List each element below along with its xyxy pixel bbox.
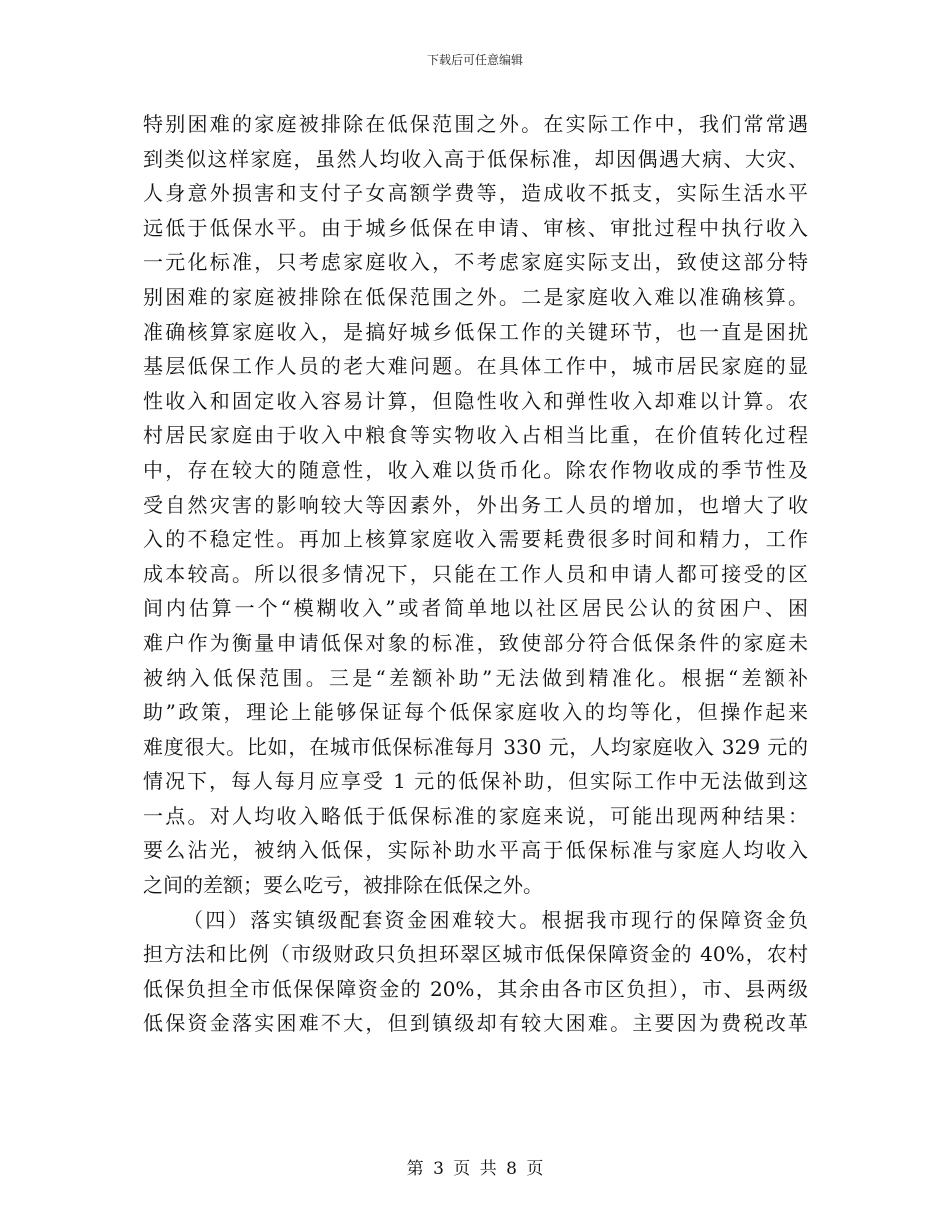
text-line: 一元化标准，只考虑家庭收入，不考虑家庭实际支出，致使这部分特: [143, 250, 808, 275]
text-line: 要么沾光，被纳入低保，实际补助水平高于低保标准与家庭人均收入: [143, 838, 808, 863]
text-line: 入的不稳定性。再加上核算家庭收入需要耗费很多时间和精力，工作: [143, 527, 808, 552]
text-line: 人身意外损害和支付子女高额学费等，造成收不抵支，实际生活水平: [143, 181, 808, 206]
text-line: 低保负担全市低保保障资金的 20%，其余由各市区负担），市、县两级: [143, 976, 808, 1001]
text-line: 被纳入低保范围。三是“差额补助”无法做到精准化。根据“差额补: [143, 665, 808, 690]
text-line: 远低于低保水平。由于城乡低保在申请、审核、审批过程中执行收入: [143, 215, 808, 240]
text-line: 成本较高。所以很多情况下，只能在工作人员和申请人都可接受的区: [143, 561, 808, 586]
text-line: 低保资金落实困难不大，但到镇级却有较大困难。主要因为费税改革: [143, 1011, 808, 1036]
text-line: 到类似这样家庭，虽然人均收入高于低保标准，却因偶遇大病、大灾、: [143, 146, 808, 171]
text-line: 准确核算家庭收入，是搞好城乡低保工作的关键环节，也一直是困扰: [143, 319, 808, 344]
text-line: 中，存在较大的随意性，收入难以货币化。除农作物收成的季节性及: [143, 457, 808, 482]
text-line: 别困难的家庭被排除在低保范围之外。二是家庭收入难以准确核算。: [143, 284, 808, 309]
page-header: 下载后可任意编辑: [426, 53, 523, 67]
text-line: 村居民家庭由于收入中粮食等实物收入占相当比重，在价值转化过程: [143, 423, 808, 448]
text-line: 之间的差额；要么吃亏，被排除在低保之外。: [143, 873, 543, 898]
text-line: 特别困难的家庭被排除在低保范围之外。在实际工作中，我们常常遇: [143, 112, 808, 136]
text-line: 基层低保工作人员的老大难问题。在具体工作中，城市居民家庭的显: [143, 354, 808, 379]
text-line: 情况下，每人每月应享受 1 元的低保补助，但实际工作中无法做到这: [143, 769, 808, 794]
text-line: 受自然灾害的影响较大等因素外，外出务工人员的增加，也增大了收: [143, 492, 808, 517]
text-line: 助”政策，理论上能够保证每个低保家庭收入的均等化，但操作起来: [143, 700, 808, 725]
text-line: 难度很大。比如，在城市低保标准每月 330 元，人均家庭收入 329 元的: [143, 734, 808, 759]
body-text: [143, 107, 808, 1041]
text-line: 难户作为衡量申请低保对象的标准，致使部分符合低保条件的家庭未: [143, 630, 808, 655]
text-line: 一点。对人均收入略低于低保标准的家庭来说，可能出现两种结果：: [143, 803, 808, 828]
text-line: 担方法和比例（市级财政只负担环翠区城市低保保障资金的 40%，农村: [143, 942, 808, 967]
text-line: 性收入和固定收入容易计算，但隐性收入和弹性收入却难以计算。农: [143, 388, 808, 413]
text-line: 间内估算一个“模糊收入”或者简单地以社区居民公认的贫困户、困: [143, 596, 808, 621]
paragraph-start-line: （四）落实镇级配套资金困难较大。根据我市现行的保障资金负: [183, 907, 808, 932]
page-number: 第 3 页 共 8 页: [406, 1159, 544, 1179]
